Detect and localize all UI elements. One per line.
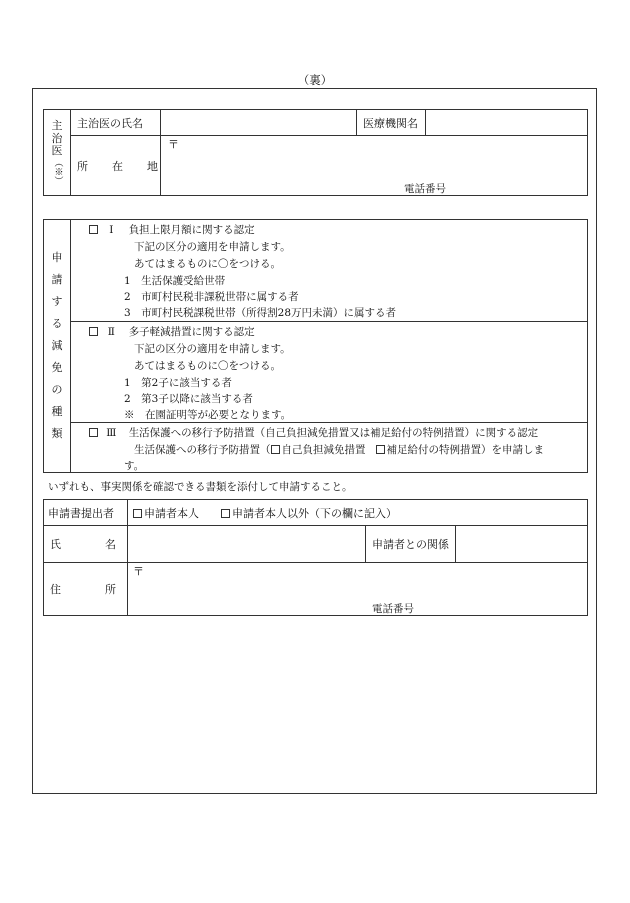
applicant-address-field[interactable] xyxy=(128,563,588,616)
section-2-title: 多子軽減措置に関する認定 xyxy=(128,326,255,338)
section-1-numeral: Ⅰ xyxy=(109,224,114,236)
option-supplement-label: 補足給付の特例措置 xyxy=(386,444,481,456)
submitter-options xyxy=(128,500,588,526)
submitter-label: 申請書提出者 xyxy=(44,500,128,526)
section-2-item: ※ 在園証明等が必要となります。 xyxy=(124,409,292,421)
doctor-side-label xyxy=(44,110,71,196)
option-self-pay-label: 自己負担減免措置 xyxy=(281,444,366,456)
section-2-line: あてはまるものに〇をつける。 xyxy=(134,360,281,372)
address-char: 在 xyxy=(112,159,123,173)
section-1-checkbox[interactable] xyxy=(89,225,98,234)
doctor-side-char: 治 xyxy=(51,131,63,145)
section-3-numeral: Ⅲ xyxy=(106,427,117,439)
institution-label: 医療機関名 xyxy=(357,110,426,136)
section-1-item: 2 市町村民税非課税世帯に属する者 xyxy=(124,291,299,303)
section-3-text: 生活保護への移行予防措置（ xyxy=(134,444,271,456)
section-3 xyxy=(71,423,588,473)
reduction-side-label xyxy=(44,220,71,473)
section-1 xyxy=(71,220,588,322)
section-1-item: 1 生活保護受給世帯 xyxy=(124,275,226,287)
section-3-text: ）を申請しま xyxy=(481,444,544,456)
section-2-checkbox[interactable] xyxy=(89,327,98,336)
reduction-side-char: の xyxy=(51,383,63,396)
section-3-checkbox[interactable] xyxy=(89,428,98,437)
section-3-options xyxy=(134,442,544,457)
reduction-side-char: 免 xyxy=(51,361,63,374)
section-1-line: 下記の区分の適用を申請します。 xyxy=(134,241,291,253)
address-char: 所 xyxy=(105,583,116,596)
section-3-line: す。 xyxy=(124,460,145,472)
address-char: 住 xyxy=(50,583,61,596)
relation-field[interactable] xyxy=(456,526,588,563)
reduction-side-char: 請 xyxy=(51,273,63,286)
doctor-address-field[interactable] xyxy=(161,136,588,196)
address-char: 地 xyxy=(147,159,158,173)
doctor-table xyxy=(43,109,588,196)
reduction-side-char: る xyxy=(51,317,63,330)
submitter-self-checkbox[interactable] xyxy=(133,509,142,518)
option-self-pay-checkbox[interactable] xyxy=(271,445,280,454)
submitter-other-checkbox[interactable] xyxy=(221,509,230,518)
submitter-self-label: 申請者本人 xyxy=(144,506,199,520)
doctor-name-label: 主治医の氏名 xyxy=(71,110,161,136)
section-2-numeral: Ⅱ xyxy=(107,326,115,338)
doctor-postal-mark: 〒 xyxy=(168,138,179,151)
submitter-other-label: 申請者本人以外（下の欄に記入） xyxy=(232,506,397,520)
doctor-side-char: 主 xyxy=(51,119,63,133)
name-char: 氏 xyxy=(50,538,61,551)
attachment-note: いずれも、事実関係を確認できる書類を添付して申請すること。 xyxy=(48,481,353,493)
section-2-item: 1 第2子に該当する者 xyxy=(124,377,232,389)
applicant-name-label xyxy=(44,526,128,563)
section-2 xyxy=(71,322,588,423)
reduction-table xyxy=(43,219,588,473)
reduction-side-char: す xyxy=(51,295,63,308)
section-1-title: 負担上限月額に関する認定 xyxy=(128,224,255,236)
reduction-side-char: 減 xyxy=(51,339,63,352)
section-2-heading xyxy=(89,324,255,339)
section-3-line: 生活保護への移行予防措置（自己負担減免措置又は補足給付の特例措置）に関する認定 xyxy=(128,427,539,439)
section-3-heading xyxy=(89,425,538,440)
doctor-phone-label: 電話番号 xyxy=(404,183,446,195)
doctor-address-label xyxy=(71,136,161,196)
address-char: 所 xyxy=(77,159,88,173)
name-char: 名 xyxy=(105,538,116,551)
reduction-side-char: 種 xyxy=(51,405,63,418)
option-supplement-checkbox[interactable] xyxy=(376,445,385,454)
applicant-table xyxy=(43,499,588,616)
page-heading: （裏） xyxy=(297,73,333,87)
reduction-side-char: 申 xyxy=(51,251,63,264)
doctor-side-char: （※） xyxy=(52,157,63,185)
applicant-phone-label: 電話番号 xyxy=(372,603,414,615)
applicant-postal-mark: 〒 xyxy=(133,565,144,578)
section-1-line: あてはまるものに〇をつける。 xyxy=(134,258,281,270)
doctor-side-char: 医 xyxy=(51,144,63,158)
section-1-item: 3 市町村民税課税世帯（所得割28万円未満）に属する者 xyxy=(124,307,397,319)
section-1-heading xyxy=(89,222,255,237)
institution-field[interactable] xyxy=(426,110,588,136)
doctor-name-field[interactable] xyxy=(161,110,357,136)
applicant-address-label xyxy=(44,563,128,616)
relation-label: 申請者との関係 xyxy=(366,526,456,563)
section-2-item: 2 第3子以降に該当する者 xyxy=(124,393,253,405)
reduction-side-char: 類 xyxy=(51,427,63,440)
applicant-name-field[interactable] xyxy=(128,526,366,563)
section-2-line: 下記の区分の適用を申請します。 xyxy=(134,343,291,355)
